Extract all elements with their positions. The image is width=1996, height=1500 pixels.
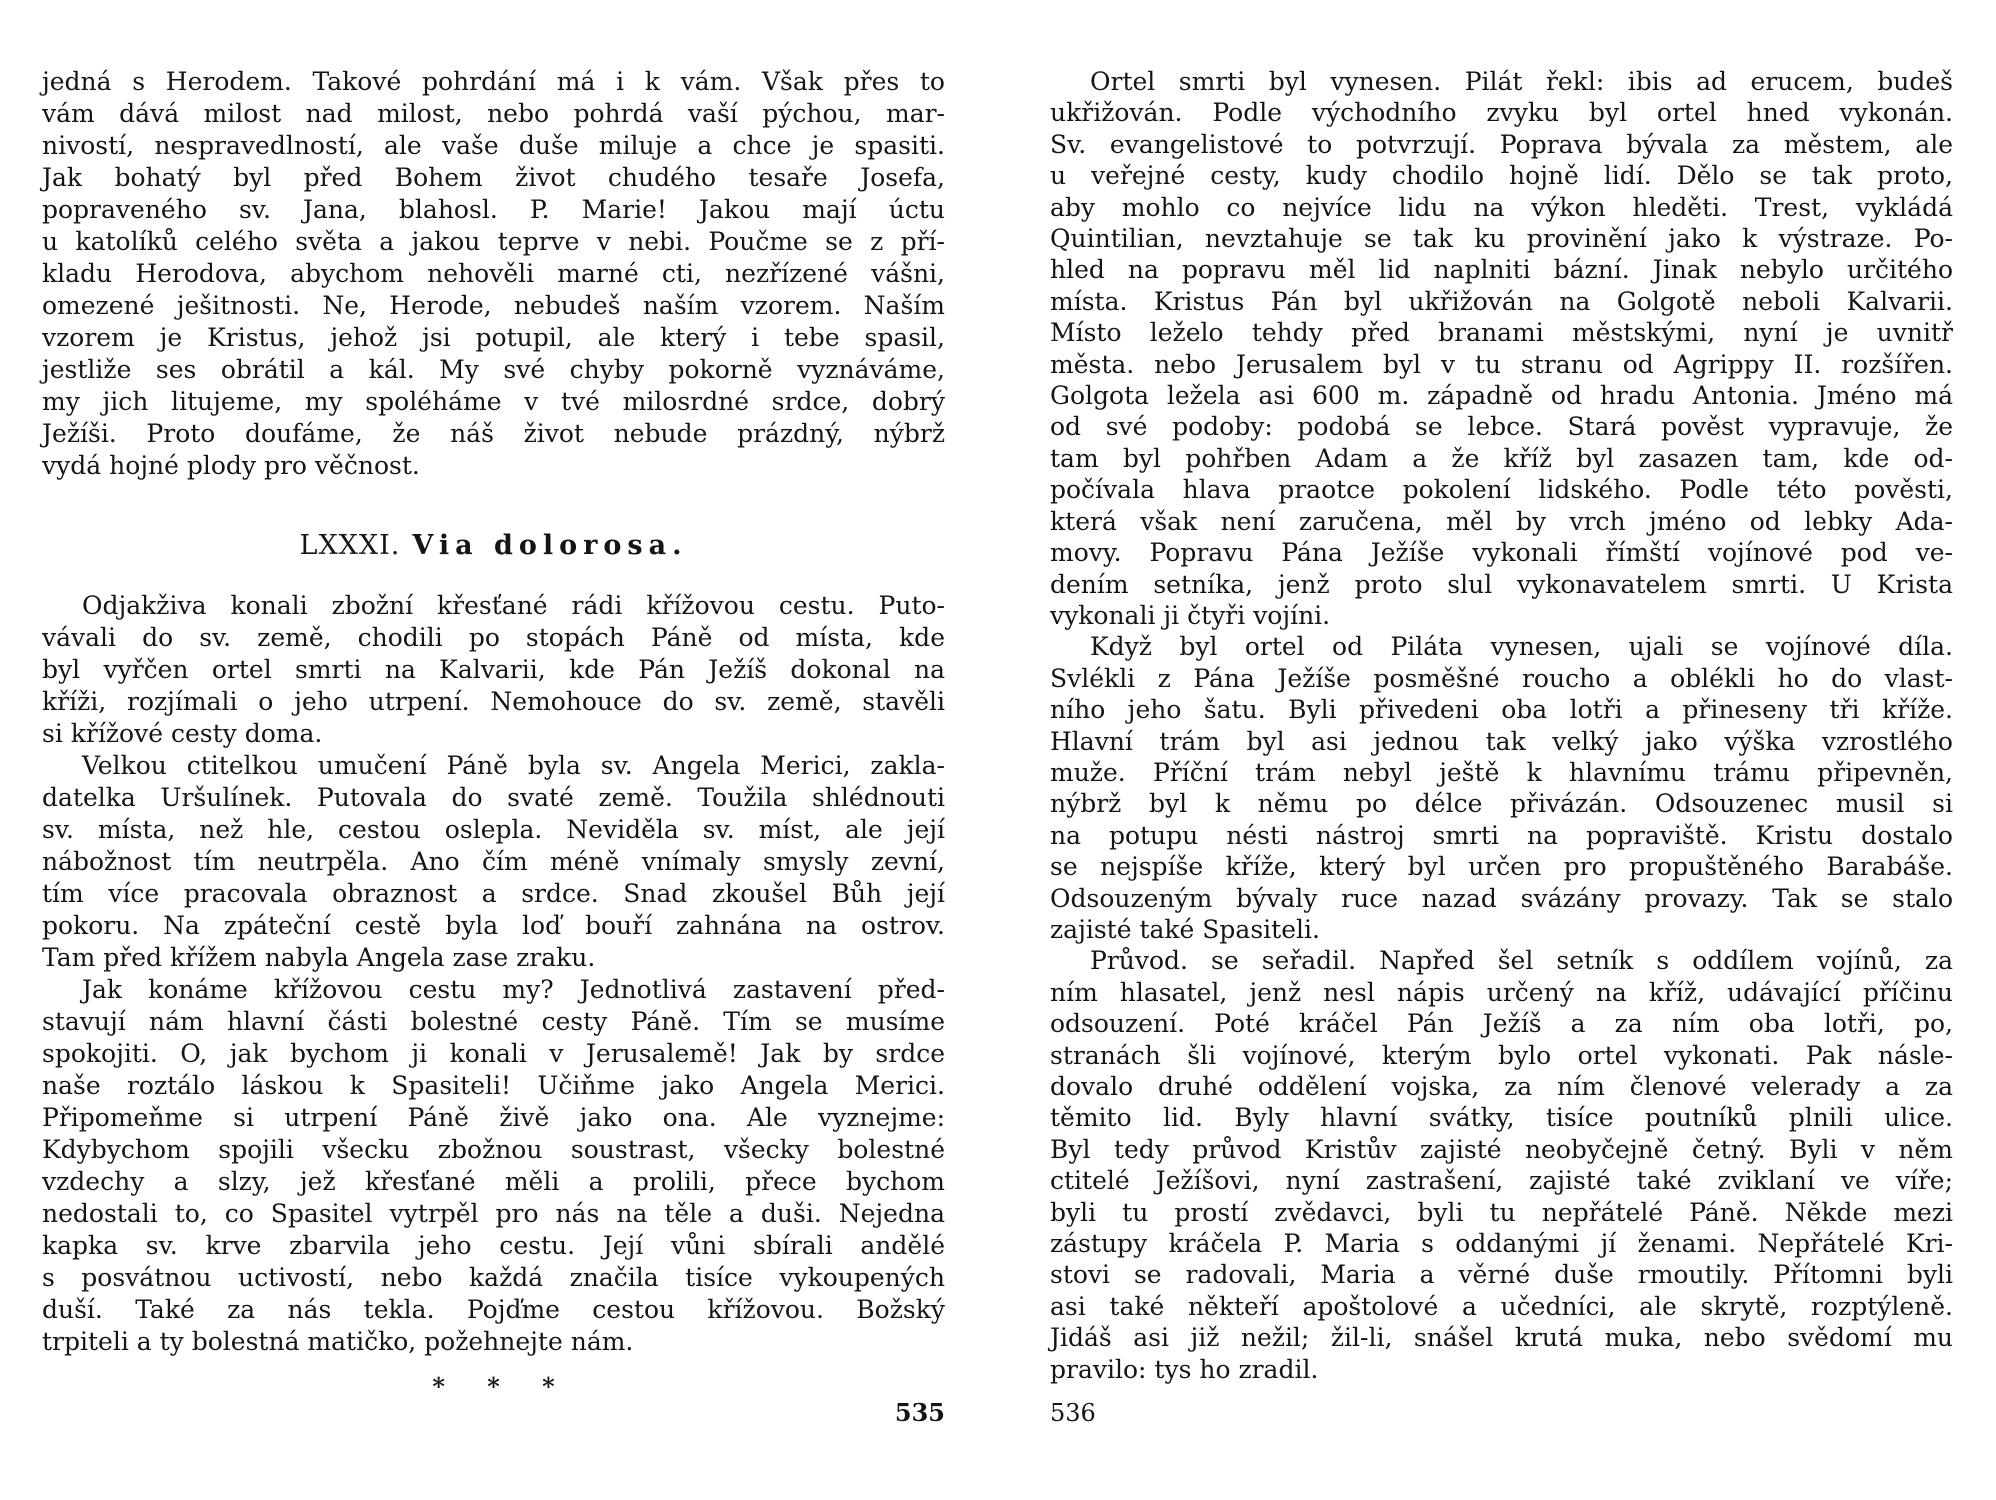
text-line: omezené ješitnosti. Ne, Herode, nebudeš naším vzorem. Naším — [42, 291, 945, 320]
text-line: Golgota ležela asi 600 m. západně od hradu Antonia. Jméno má — [1050, 381, 1953, 411]
text-line: která však není zaručena, měl by vrch jméno od lebky Ada- — [1050, 506, 1953, 536]
text-line: tím více pracovala obraznost a srdce. Snad zkoušel Bůh její — [42, 879, 945, 908]
text-line: asi také někteří apoštolové a učedníci, ale skrytě, rozptýleně. — [1050, 1291, 1953, 1321]
text-line: hled na popravu měl lid naplniti bázní. Jinak nebylo určitého — [1050, 255, 1953, 285]
chapter-title: Via dolorosa. — [412, 530, 688, 561]
text-line: Ježíši. Proto doufáme, že náš život nebude prázdný, nýbrž — [42, 419, 945, 448]
text-line: na potupu nésti nástroj smrti na popraviště. Kristu dostalo — [1050, 820, 1953, 850]
paragraph — [42, 590, 945, 750]
text-line: tam byl pohřben Adam a že kříž byl zasazen tam, kde od- — [1050, 443, 1953, 473]
text-line: Byl tedy průvod Kristův zajisté neobyčejně četný. Byli v něm — [1050, 1134, 1953, 1164]
paragraph — [1050, 631, 1953, 945]
text-line: kapka sv. krve zbarvila jeho cestu. Její vůni sbírali andělé — [42, 1231, 945, 1260]
left-page-text-column — [42, 66, 945, 1402]
text-line: jedná s Herodem. Takové pohrdání má i k vám. Však přes to — [42, 67, 945, 96]
text-line: ctitelé Ježíšovi, nyní zastrašení, zajisté také zviklaní ve víře; — [1050, 1166, 1953, 1196]
text-line: u veřejné cesty, kudy chodilo hojně lidí. Dělo se tak proto, — [1050, 161, 1953, 191]
text-line: stovi se radovali, Maria a věrné duše rmoutily. Přítomni byli — [1050, 1260, 1953, 1290]
chapter-heading — [42, 528, 945, 564]
text-line: dením setníka, jenž proto slul vykonavatelem smrti. U Krista — [1050, 569, 1953, 599]
page-number-right: 536 — [1050, 1399, 1096, 1427]
text-line: Průvod. se seřadil. Napřed šel setník s oddílem vojínů, za — [1090, 946, 1953, 976]
text-line: stavují nám hlavní části bolestné cesty Páně. Tím se musíme — [42, 1007, 945, 1036]
text-line: s posvátnou uctivostí, nebo každá značila tisíce vykoupených — [42, 1263, 945, 1292]
text-line: vám dává milost nad milost, nebo pohrdá vaší pýchou, mar- — [42, 99, 945, 128]
text-line: duší. Také za nás tekla. Pojďme cestou křížovou. Božský — [42, 1295, 945, 1324]
text-line: Sv. evangelistové to potvrzují. Poprava bývala za městem, ale — [1050, 129, 1953, 159]
text-line: Jidáš asi již nežil; žil-li, snášel krutá muka, nebo svědomí mu — [1050, 1323, 1953, 1353]
text-line: ního jeho šatu. Byli přivedeni oba lotři a přineseny tři kříže. — [1050, 695, 1953, 725]
text-line: Odjakživa konali zbožní křesťané rádi křížovou cestu. Puto- — [82, 591, 945, 620]
text-line: města. nebo Jerusalem byl v tu stranu od Agrippy II. rozšířen. — [1050, 349, 1953, 379]
chapter-number: LXXXI. — [299, 530, 401, 561]
text-line: byl vyřčen ortel smrti na Kalvarii, kde Pán Ježíš dokonal na — [42, 655, 945, 684]
text-line: počívala hlava praotce pokolení lidského. Podle této pověsti, — [1050, 475, 1953, 505]
text-line: Ortel smrti byl vynesen. Pilát řekl: ibis ad erucem, budeš — [1090, 67, 1953, 96]
text-line: muže. Příční trám nebyl ještě k hlavnímu trámu připevněn, — [1050, 757, 1953, 787]
text-line: Odsouzeným bývaly ruce nazad svázány provazy. Tak se stalo — [1050, 883, 1953, 913]
text-line: aby mohlo co nejvíce lidu na výkon hleděti. Trest, vykládá — [1050, 192, 1953, 222]
text-line: jestliže ses obrátil a kál. My své chyby pokorně vyznáváme, — [42, 355, 945, 384]
text-line: trpiteli a ty bolestná matičko, požehnejte nám. — [42, 1327, 634, 1356]
text-line: Kdybychom spojili všecku zbožnou soustrast, všecky bolestné — [42, 1135, 945, 1164]
text-line: odsouzení. Poté kráčel Pán Ježíš a za ním oba lotři, po, — [1050, 1009, 1953, 1039]
paragraph — [1050, 66, 1953, 631]
text-line: vávali do sv. země, chodili po stopách Páně od místa, kde — [42, 623, 945, 652]
right-page-text-column — [1050, 66, 1953, 1385]
text-line: vzorem je Kristus, jehož jsi potupil, ale který i tebe spasil, — [42, 323, 945, 352]
text-line: si křížové cesty doma. — [42, 719, 323, 748]
paragraph — [42, 66, 945, 482]
text-line: naše roztálo láskou k Spasiteli! Učiňme jako Angela Merici. — [42, 1071, 945, 1100]
text-line: vydá hojné plody pro věčnost. — [42, 451, 420, 480]
text-line: byli tu prostí zvědavci, byli tu nepřátelé Páně. Někde mezi — [1050, 1197, 1953, 1227]
text-line: místa. Kristus Pán byl ukřižován na Golgotě neboli Kalvarii. — [1050, 286, 1953, 316]
text-line: od své podoby: podobá se lebce. Stará pověst vypravuje, že — [1050, 412, 1953, 442]
text-line: sv. místa, než hle, cestou oslepla. Neviděla sv. míst, ale její — [42, 815, 945, 844]
text-line: pokoru. Na zpáteční cestě byla loď bouří zahnána na ostrov. — [42, 911, 945, 940]
text-line: datelka Uršulínek. Putovala do svaté země. Toužila shlédnouti — [42, 783, 945, 812]
text-line: kladu Herodova, abychom nehověli marné cti, nezřízené vášni, — [42, 259, 945, 288]
text-line: dovalo druhé oddělení vojska, za ním členové velerady a za — [1050, 1072, 1953, 1101]
text-line: kříži, rozjímali o jeho utrpení. Nemohouce do sv. země, stavěli — [42, 687, 945, 716]
paragraph — [42, 750, 945, 974]
text-line: zajisté také Spasiteli. — [1050, 914, 1320, 944]
asterisk-separator: * * * — [432, 1372, 555, 1401]
paragraph — [42, 974, 945, 1358]
text-line: nábožnost tím neutrpěla. Ano čím méně vnímaly smysly zevní, — [42, 847, 945, 876]
text-line: se nejspíše kříže, který byl určen pro propuštěného Barabáše. — [1050, 852, 1953, 882]
text-line: pravilo: tys ho zradil. — [1050, 1354, 1319, 1384]
text-line: movy. Popravu Pána Ježíše vykonali římští vojínové pod ve- — [1050, 538, 1953, 568]
text-line: Velkou ctitelkou umučení Páně byla sv. Angela Merici, zakla- — [82, 751, 945, 780]
text-line: spokojiti. O, jak bychom ji konali v Jerusalemě! Jak by srdce — [42, 1039, 945, 1068]
paragraph — [1050, 945, 1953, 1385]
text-line: Tam před křížem nabyla Angela zase zraku. — [42, 943, 596, 972]
text-line: ukřižován. Podle východního zvyku byl ortel hned vykonán. — [1050, 98, 1953, 128]
page-number-left: 535 — [894, 1398, 945, 1427]
text-line: Připomeňme si utrpení Páně živě jako ona. Ale vyznejme: — [42, 1103, 945, 1132]
text-line: Hlavní trám byl asi jednou tak velký jako výška vzrostlého — [1050, 726, 1953, 756]
text-line: Jak bohatý byl před Bohem život chudého tesaře Josefa, — [42, 163, 945, 192]
text-line: Když byl ortel od Piláta vynesen, ujali se vojínové díla. — [1090, 632, 1953, 662]
text-line: nivostí, nespravedlností, ale vaše duše miluje a chce je spasiti. — [42, 131, 945, 160]
text-line: Svlékli z Pána Ježíše posměšné roucho a oblékli ho do vlast- — [1050, 663, 1953, 693]
text-line: Quintilian, nevztahuje se tak ku provinění jako k výstraze. Po- — [1050, 224, 1953, 254]
text-line: u katolíků celého světa a jakou teprve v nebi. Poučme se z pří- — [42, 227, 945, 256]
text-line: vykonali ji čtyři vojíni. — [1050, 600, 1331, 630]
text-line: nedostali to, co Spasitel vytrpěl pro nás na těle a duši. Nejedna — [42, 1199, 945, 1228]
text-line: my jich litujeme, my spoléháme v tvé milosrdné srdce, dobrý — [42, 387, 945, 416]
text-line: stranách šli vojínové, kterým bylo ortel vykonati. Pak násle- — [1050, 1040, 1953, 1070]
text-line: Jak konáme křížovou cestu my? Jednotlivá zastavení před- — [82, 975, 945, 1004]
text-line: Místo leželo tehdy před branami městskými, nyní je uvnitř — [1050, 318, 1953, 348]
text-line: ním hlasatel, jenž nesl nápis určený na kříž, udávající příčinu — [1050, 977, 1953, 1007]
text-line: zástupy kráčela P. Maria s oddanými jí ženami. Nepřátelé Kri- — [1050, 1229, 1953, 1259]
text-line: nýbrž byl k němu po délce přivázán. Odsouzenec musil si — [1050, 789, 1953, 819]
text-line: těmito lid. Byly hlavní svátky, tisíce poutníků plnili ulice. — [1050, 1103, 1953, 1133]
text-line: vzdechy a slzy, jež křesťané měli a prolili, přece bychom — [42, 1167, 945, 1196]
text-line: popraveného sv. Jana, blahosl. P. Marie! Jakou mají úctu — [42, 195, 945, 224]
